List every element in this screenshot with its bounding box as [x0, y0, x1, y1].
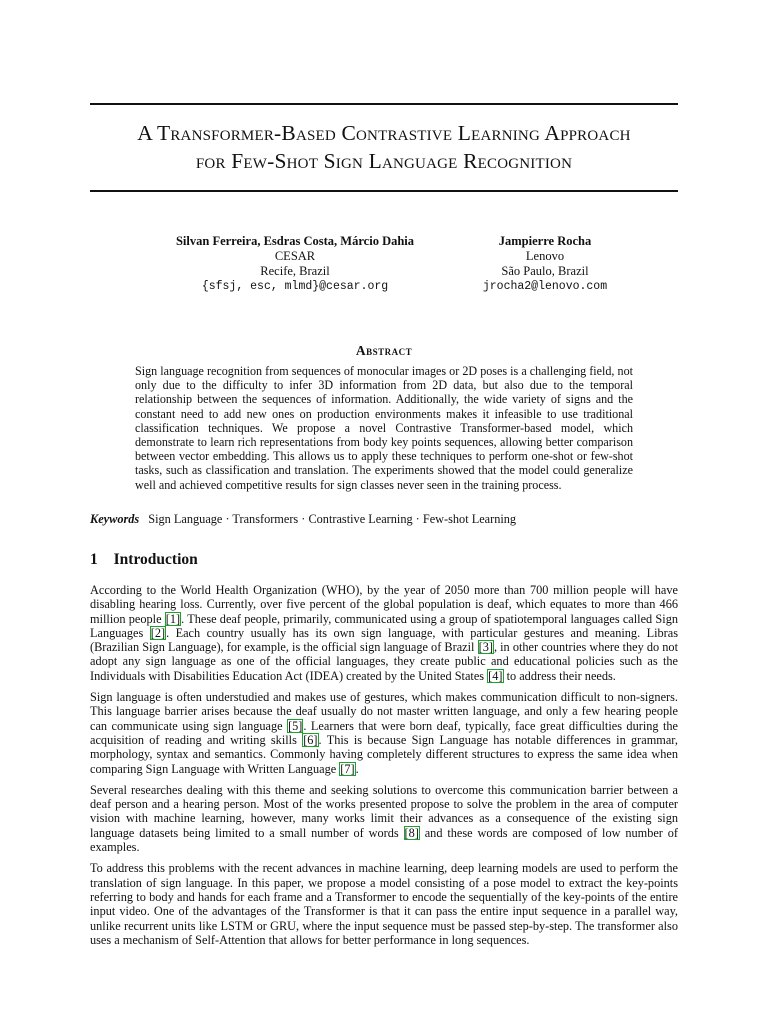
text-run: . These deaf people, primarily, communicated using a group of spatiotemporal languages called Sign Languages [90, 611, 678, 640]
abstract-text: Sign language recognition from sequences of monocular images or 2D poses is a challenging field, not only due to the difficulty to infer 3D information from 2D data, but also due to the temporal relationship between the sequences of information. Additionally, the wide variety of signs and the constant need to add new ones on production environments makes it infeasible to use traditional classification techniques. We propose a novel Contrastive Transformer-based model, which demonstrate to learn rich representations from body key points sequences, allowing better comparison between vector embedding. This allows us to apply these techniques to perform one-shot or few-shot tasks, such as classification and translation. The experiments showed that the model could generalize well and achieved competitive results for sign classes never seen in the training process. [135, 364, 633, 492]
author-block-2 [440, 234, 650, 294]
text-run: . Each country usually has its own sign language, with particular gestures and meaning. Libras (Brazilian Sign Language), for example, is the official sign language of Brazil [90, 625, 678, 655]
text-run: According to the World Health Organization (WHO), by the year of 2050 more than 700 million people will have disabling hearing loss. Currently, over five percent of the global population is deaf, which equates to more than 466 million people [90, 583, 678, 626]
text-run: and these words are composed of low number of examples. [90, 825, 678, 855]
introduction-body [90, 583, 678, 954]
text-run: Several researches dealing with this theme and seeking solutions to overcome this communication barrier between a deaf person and a hearing person. Most of the works presented propose to solve the problem in the area of computer vision with machine learning, however, many works limit their advances as a consequence of the existing sign language datasets being limited to a small number of words [90, 782, 678, 840]
text-run: . [355, 761, 359, 776]
section-heading [90, 551, 198, 569]
citation-link[interactable]: [1] [165, 611, 181, 626]
paragraph-3 [90, 783, 678, 854]
section-title: Introduction [113, 551, 198, 568]
author-names: Silvan Ferreira, Esdras Costa, Márcio Dahia [175, 234, 415, 248]
author-block-1 [150, 234, 440, 294]
text-run: . This is because Sign Language has notable differences in grammar, morphology, syntax and semantics. Commonly having completely different structures to express the same idea when comparing Sign Language with Written Language [90, 732, 678, 776]
title-top-rule [90, 103, 678, 105]
author-email: {sfsj, esc, mlmd}@cesar.org [201, 280, 389, 293]
author-names: Jampierre Rocha [498, 234, 592, 248]
text-run: . Learners that were born deaf, typically, face great difficulties during the acquisition of reading and writing skills [90, 718, 678, 747]
paper-title [90, 119, 678, 175]
title-line-2: for Few-Shot Sign Language Recognition [195, 149, 573, 173]
paragraph-2 [90, 690, 678, 776]
author-affiliation: CESAR [274, 249, 316, 263]
citation-link[interactable]: [7] [340, 761, 355, 776]
citation-link[interactable]: [2] [150, 625, 166, 640]
section-number: 1 [90, 551, 98, 568]
text-run: To address this problems with the recent advances in machine learning, deep learning models are used to perform the translation of sign language. In this paper, we propose a model consisting of a pose model to extract the key-points referring to body and hands for each frame and a Transformer to encode the sequentially of the key-points of the entire input video. One of the advantages of the Transformer is that it can pass the entire input sequence in a parallel way, unlike recurrent units like LSTM or GRU, where the input sequence must be passed step-by-step. The transformer also uses a mechanism of Self-Attention that allows for better performance in long sequences. [90, 861, 678, 947]
author-affiliation: Lenovo [525, 249, 565, 263]
text-run: Sign language is often understudied and makes use of gestures, which makes communication difficult to non-signers. This language barrier arises because the deaf usually do not master written language, and only a few hearing people can communicate using sign language [90, 690, 678, 733]
citation-link[interactable]: [3] [478, 640, 493, 655]
paragraph-4 [90, 861, 678, 947]
author-location: São Paulo, Brazil [501, 264, 589, 278]
citation-link[interactable]: [8] [404, 825, 419, 840]
text-run: , in other countries where they do not adopt any sign language as one of the official languages, they create public and educational policies such as the Individuals with Disabilities Education Act (IDEA) created by the United States [90, 640, 678, 683]
keywords-text: Sign Language · Transformers · Contrastive Learning · Few-shot Learning [148, 512, 517, 526]
citation-link[interactable]: [5] [288, 718, 303, 733]
text-run: to address their needs. [503, 668, 616, 683]
author-location: Recife, Brazil [260, 264, 330, 278]
citation-link[interactable]: [4] [488, 668, 503, 683]
citation-link[interactable]: [6] [303, 732, 318, 747]
keywords-label: Keywords [90, 512, 140, 526]
abstract-heading: Abstract [355, 343, 413, 358]
paragraph-1 [90, 583, 678, 683]
keywords-line [90, 512, 678, 527]
title-bottom-rule [90, 190, 678, 192]
title-line-1: A Transformer-Based Contrastive Learning Approach [137, 121, 631, 145]
author-email: jrocha2@lenovo.com [482, 280, 608, 293]
